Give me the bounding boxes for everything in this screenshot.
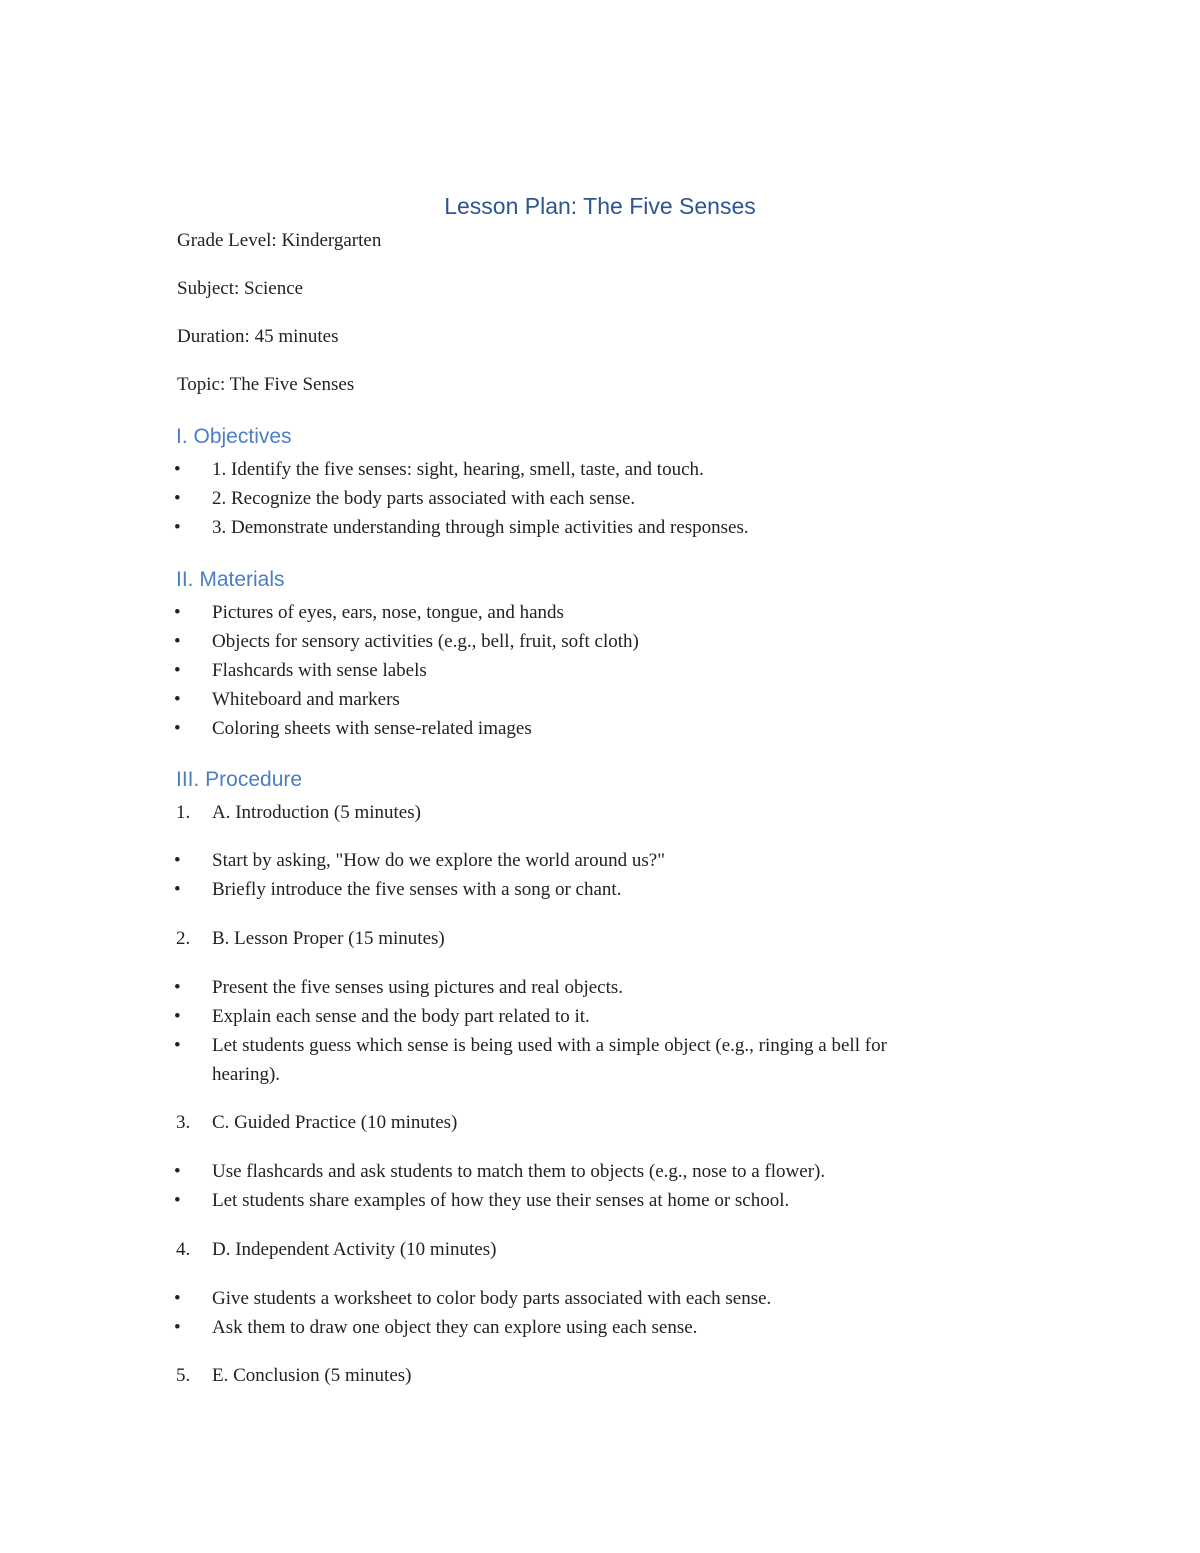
subject: Subject: Science <box>177 278 304 299</box>
bullet-icon: • <box>174 1288 181 1309</box>
bullet-icon: • <box>174 1190 181 1211</box>
document-page: Lesson Plan: The Five Senses Grade Level: Kindergarten Subject: Science Duration: 45 minutes Topic: The Five Senses I. Objectives • 1. Identify the five senses: sight, hearing, smell, taste, and touch. • 2. Recognize the body parts associated with each sense. • 3. Demonstrate understanding through simple activities and responses. II. Materials • Pictures of eyes, ears, nose, tongue, and hands • Objects for sensory activities (e.g., bell, fruit, soft cloth) • Flashcards with sense labels • Whiteboard and markers • Coloring sheets with sense-related images III. Procedure 1. A. Introduction (5 minutes) • Start by asking, "How do we explore the world around us?" • Briefly introduce the five senses with a song or chant. 2. B. Lesson Proper (15 minutes) • Present the five senses using pictures and real objects. • Explain each sense and the body part related to it. • Let students guess which sense is being used with a simple object (e.g., ringing a bell for hearing). 3. C. Guided Practice (10 minutes) • Use flashcards and ask students to match them to objects (e.g., nose to a flower). • Let students share examples of how they use their senses at home or school. 4. D. Independent Activity (10 minutes) • Give students a worksheet to color body parts associated with each sense. • Ask them to draw one object they can explore using each sense. 5. E. Conclusion (5 minutes) <box>0 0 1200 1553</box>
bullet-icon: • <box>174 977 181 998</box>
bullet-icon: • <box>174 850 181 871</box>
bullet-icon: • <box>174 1317 181 1338</box>
page-title: Lesson Plan: The Five Senses <box>444 193 756 219</box>
bullet-icon: • <box>174 1161 181 1182</box>
topic: Topic: The Five Senses <box>177 374 355 395</box>
bullet-icon: • <box>174 660 181 681</box>
procedure-heading: III. Procedure <box>176 768 303 791</box>
bullet-icon: • <box>174 459 181 480</box>
bullet-icon: • <box>174 1006 181 1027</box>
bullet-icon: • <box>174 879 181 900</box>
grade-level: Grade Level: Kindergarten <box>177 230 382 251</box>
bullet-icon: • <box>174 602 181 623</box>
objectives-heading: I. Objectives <box>176 425 292 448</box>
materials-heading: II. Materials <box>176 568 285 591</box>
duration: Duration: 45 minutes <box>177 326 339 347</box>
bullet-icon: • <box>174 488 181 509</box>
bullet-icon: • <box>174 1035 181 1056</box>
bullet-icon: • <box>174 689 181 710</box>
bullet-icon: • <box>174 517 181 538</box>
bullet-icon: • <box>174 631 181 652</box>
bullet-icon: • <box>174 718 181 739</box>
